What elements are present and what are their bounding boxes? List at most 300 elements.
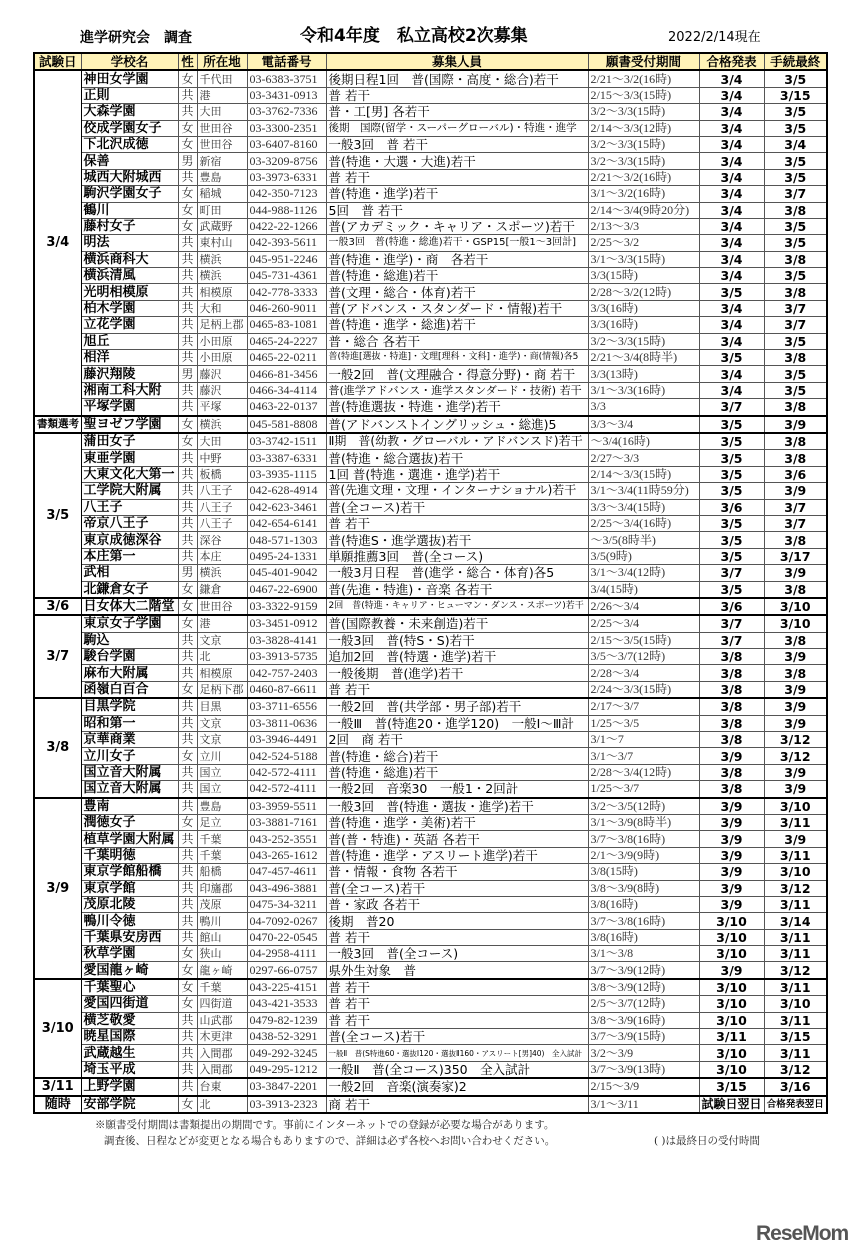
final-procedure-cell: 3/4: [764, 136, 827, 152]
application-period-cell: 1/25～3/7: [588, 781, 699, 798]
school-name-cell: 下北沢成徳: [81, 136, 178, 152]
table-row: [34, 632, 827, 648]
footnote-contact: 調査後、日程などが変更となる場合もありますので、詳細は必ず各校へお問い合わせください。: [104, 1135, 556, 1147]
table-row: [34, 218, 827, 234]
location-cell: 鴨川: [197, 913, 247, 929]
recruitment-cell: 普(進学アドバンス・進学スタンダード・技術) 若干: [326, 382, 588, 398]
exam-date-cell: 3/5: [34, 433, 81, 598]
school-name-cell: 聖ヨゼフ学園: [81, 416, 178, 433]
phone-cell: 03-6407-8160: [247, 136, 326, 152]
final-procedure-cell: 3/8: [764, 350, 827, 366]
phone-cell: 043-252-3551: [247, 831, 326, 847]
phone-cell: 0297-66-0757: [247, 962, 326, 979]
application-period-cell: 3/3(16時): [588, 317, 699, 333]
table-row: [34, 104, 827, 120]
location-cell: 北: [197, 649, 247, 665]
phone-cell: 03-3209-8756: [247, 153, 326, 169]
recruitment-cell: 普(全コース)若干: [326, 1029, 588, 1045]
recruitment-cell: 一般Ⅲ 普(特進20・進学120) 一般Ⅰ～Ⅲ計: [326, 715, 588, 731]
gender-cell: 共: [178, 284, 197, 300]
table-row: [34, 515, 827, 531]
gender-cell: 共: [178, 466, 197, 482]
gender-cell: 共: [178, 913, 197, 929]
application-period-cell: 3/2～3/3(15時): [588, 136, 699, 152]
recruitment-cell: 普・家政 各若干: [326, 896, 588, 912]
result-date-cell: 3/4: [699, 382, 764, 398]
phone-cell: 044-988-1126: [247, 202, 326, 218]
location-cell: 印旛郡: [197, 880, 247, 896]
final-procedure-cell: 3/9: [764, 715, 827, 731]
recruitment-table: [33, 52, 828, 1114]
table-row: [34, 268, 827, 284]
phone-cell: 049-292-3245: [247, 1045, 326, 1061]
result-date-cell: 3/7: [699, 632, 764, 648]
final-procedure-cell: 3/5: [764, 153, 827, 169]
result-date-cell: 3/4: [699, 70, 764, 87]
gender-cell: 女: [178, 598, 197, 615]
recruitment-cell: 普(特進・進学・総進)若干: [326, 317, 588, 333]
school-name-cell: 駒込: [81, 632, 178, 648]
footnotes: [33, 1118, 826, 1152]
application-period-cell: 3/1～3/9(8時半): [588, 814, 699, 830]
table-row: [34, 698, 827, 715]
location-cell: 横浜: [197, 251, 247, 267]
recruitment-cell: 普・総合 各若干: [326, 333, 588, 349]
location-cell: 館山: [197, 929, 247, 945]
phone-cell: 042-654-6141: [247, 515, 326, 531]
school-name-cell: 函嶺白百合: [81, 681, 178, 698]
location-cell: 入間郡: [197, 1061, 247, 1078]
school-name-cell: 千葉聖心: [81, 979, 178, 996]
gender-cell: 共: [178, 1078, 197, 1095]
application-period-cell: 3/1～3/4(12時): [588, 565, 699, 581]
application-period-cell: 2/21～3/2(16時): [588, 70, 699, 87]
application-period-cell: 2/5～3/7(12時): [588, 996, 699, 1012]
exam-date-cell: 随時: [34, 1096, 81, 1113]
application-period-cell: 2/24～3/3(15時): [588, 681, 699, 698]
recruitment-cell: 後期 普20: [326, 913, 588, 929]
final-procedure-cell: 3/5: [764, 218, 827, 234]
school-name-cell: 麻布大附属: [81, 665, 178, 681]
final-procedure-cell: 3/11: [764, 847, 827, 863]
gender-cell: 女: [178, 681, 197, 698]
gender-cell: 共: [178, 548, 197, 564]
application-period-cell: 2/27～3/3: [588, 450, 699, 466]
school-name-cell: 東京成徳深谷: [81, 532, 178, 548]
table-body: [34, 70, 827, 1113]
table-row: [34, 1029, 827, 1045]
table-row: [34, 681, 827, 698]
application-period-cell: 3/7～3/8(16時): [588, 831, 699, 847]
school-name-cell: 横浜清風: [81, 268, 178, 284]
school-name-cell: 佼成学園女子: [81, 120, 178, 136]
school-name-cell: 秋草学園: [81, 946, 178, 962]
school-name-cell: 北鎌倉女子: [81, 581, 178, 598]
column-header-exam-date: 試験日: [34, 53, 81, 70]
result-date-cell: 3/4: [699, 251, 764, 267]
school-name-cell: 千葉県安房西: [81, 929, 178, 945]
final-procedure-cell: 3/8: [764, 284, 827, 300]
application-period-cell: 3/7～3/9(12時): [588, 962, 699, 979]
application-period-cell: 3/1～7: [588, 732, 699, 748]
location-cell: 四街道: [197, 996, 247, 1012]
application-period-cell: 3/7～3/8(16時): [588, 913, 699, 929]
final-procedure-cell: 3/8: [764, 450, 827, 466]
phone-cell: 042-778-3333: [247, 284, 326, 300]
recruitment-cell: 1回 普(特進・選進・進学)若干: [326, 466, 588, 482]
location-cell: 足柄上郡: [197, 317, 247, 333]
gender-cell: 共: [178, 1045, 197, 1061]
result-date-cell: 3/6: [699, 598, 764, 615]
phone-cell: 03-3762-7336: [247, 104, 326, 120]
school-name-cell: 京華商業: [81, 732, 178, 748]
school-name-cell: 東京学館船橋: [81, 864, 178, 880]
result-date-cell: 3/8: [699, 649, 764, 665]
final-procedure-cell: 3/9: [764, 781, 827, 798]
recruitment-cell: 5回 普 若干: [326, 202, 588, 218]
table-row: [34, 186, 827, 202]
table-row: [34, 715, 827, 731]
gender-cell: 共: [178, 87, 197, 103]
gender-cell: 共: [178, 896, 197, 912]
school-name-cell: 藤村女子: [81, 218, 178, 234]
table-row: [34, 581, 827, 598]
phone-cell: 042-623-3461: [247, 499, 326, 515]
phone-cell: 03-3946-4491: [247, 732, 326, 748]
location-cell: 豊島: [197, 169, 247, 185]
result-date-cell: 3/9: [699, 880, 764, 896]
final-procedure-cell: 3/7: [764, 186, 827, 202]
result-date-cell: 3/10: [699, 913, 764, 929]
application-period-cell: 3/1～3/2(16時): [588, 186, 699, 202]
table-row: [34, 350, 827, 366]
table-row: [34, 1078, 827, 1095]
final-procedure-cell: 3/12: [764, 962, 827, 979]
result-date-cell: 3/9: [699, 962, 764, 979]
location-cell: 足立: [197, 814, 247, 830]
gender-cell: 共: [178, 450, 197, 466]
table-row: [34, 235, 827, 251]
phone-cell: 03-3881-7161: [247, 814, 326, 830]
gender-cell: 共: [178, 781, 197, 798]
application-period-cell: 2/25～3/2: [588, 235, 699, 251]
recruitment-cell: 単願推薦3回 普(全コース): [326, 548, 588, 564]
gender-cell: 共: [178, 169, 197, 185]
result-date-cell: 3/6: [699, 499, 764, 515]
recruitment-cell: 普(特進・総合選抜)若干: [326, 450, 588, 466]
table-row: [34, 979, 827, 996]
school-name-cell: 旭丘: [81, 333, 178, 349]
application-period-cell: 3/4(15時): [588, 581, 699, 598]
phone-cell: 04-2958-4111: [247, 946, 326, 962]
result-date-cell: 3/10: [699, 979, 764, 996]
application-period-cell: 2/17～3/7: [588, 698, 699, 715]
recruitment-cell: 普(特進・進学)若干: [326, 186, 588, 202]
location-cell: 世田谷: [197, 598, 247, 615]
application-period-cell: 2/15～3/9: [588, 1078, 699, 1095]
result-date-cell: 3/15: [699, 1078, 764, 1095]
table-row: [34, 251, 827, 267]
column-header-result-date: 合格発表: [699, 53, 764, 70]
phone-cell: 03-3847-2201: [247, 1078, 326, 1095]
page-title: 令和4年度 私立高校2次募集: [300, 26, 528, 46]
recruitment-cell: 普 若干: [326, 996, 588, 1012]
application-period-cell: 3/8(16時): [588, 896, 699, 912]
gender-cell: 共: [178, 665, 197, 681]
gender-cell: 共: [178, 350, 197, 366]
table-row: [34, 615, 827, 632]
organization-label: 進学研究会 調査: [80, 30, 192, 46]
application-period-cell: 3/3～3/4: [588, 416, 699, 433]
phone-cell: 045-731-4361: [247, 268, 326, 284]
final-procedure-cell: 3/9: [764, 764, 827, 780]
phone-cell: 045-581-8808: [247, 416, 326, 433]
recruitment-cell: 一般3月日程 普(進学・総合・体育)各5: [326, 565, 588, 581]
recruitment-cell: 2回 商 若干: [326, 732, 588, 748]
table-row: [34, 896, 827, 912]
result-date-cell: 3/8: [699, 781, 764, 798]
recruitment-cell: 普(文理・総合・体育)若干: [326, 284, 588, 300]
phone-cell: 03-6383-3751: [247, 70, 326, 87]
recruitment-cell: 一般3回 普(特S・S)若干: [326, 632, 588, 648]
phone-cell: 042-572-4111: [247, 764, 326, 780]
final-procedure-cell: 3/9: [764, 565, 827, 581]
table-row: [34, 153, 827, 169]
phone-cell: 0479-82-1239: [247, 1012, 326, 1028]
gender-cell: 女: [178, 996, 197, 1012]
application-period-cell: 2/14～3/4(9時20分): [588, 202, 699, 218]
final-procedure-cell: 3/5: [764, 268, 827, 284]
result-date-cell: 3/4: [699, 366, 764, 382]
final-procedure-cell: 3/11: [764, 929, 827, 945]
phone-cell: 047-457-4611: [247, 864, 326, 880]
gender-cell: 共: [178, 632, 197, 648]
phone-cell: 042-350-7123: [247, 186, 326, 202]
gender-cell: 女: [178, 120, 197, 136]
phone-cell: 042-524-5188: [247, 748, 326, 764]
recruitment-cell: 後期 国際(留学・スーパーグローバル)・特進・進学: [326, 120, 588, 136]
application-period-cell: 3/8(16時): [588, 929, 699, 945]
phone-cell: 045-401-9042: [247, 565, 326, 581]
final-procedure-cell: 3/5: [764, 366, 827, 382]
recruitment-cell: 追加2回 普(特選・進学)若干: [326, 649, 588, 665]
recruitment-cell: 普(特進選抜・特進・進学)若干: [326, 399, 588, 416]
location-cell: 船橋: [197, 864, 247, 880]
gender-cell: 共: [178, 698, 197, 715]
application-period-cell: 2/21～3/4(8時半): [588, 350, 699, 366]
phone-cell: 0463-22-0137: [247, 399, 326, 416]
result-date-cell: 3/5: [699, 532, 764, 548]
table-row: [34, 136, 827, 152]
result-date-cell: 3/5: [699, 416, 764, 433]
location-cell: 板橋: [197, 466, 247, 482]
recruitment-cell: 一般3回 普 若干: [326, 136, 588, 152]
result-date-cell: 3/4: [699, 235, 764, 251]
phone-cell: 03-3913-2323: [247, 1096, 326, 1113]
phone-cell: 046-260-9011: [247, 300, 326, 316]
school-name-cell: 立川女子: [81, 748, 178, 764]
table-row: [34, 1045, 827, 1061]
phone-cell: 0465-24-2227: [247, 333, 326, 349]
phone-cell: 03-3322-9159: [247, 598, 326, 615]
final-procedure-cell: 3/7: [764, 499, 827, 515]
final-procedure-cell: 3/7: [764, 317, 827, 333]
table-row: [34, 120, 827, 136]
final-procedure-cell: 3/10: [764, 864, 827, 880]
location-cell: 足柄下郡: [197, 681, 247, 698]
recruitment-cell: 一般2回 音楽30 一般1・2回計: [326, 781, 588, 798]
result-date-cell: 3/4: [699, 317, 764, 333]
result-date-cell: 3/8: [699, 665, 764, 681]
final-procedure-cell: 3/9: [764, 649, 827, 665]
location-cell: 東村山: [197, 235, 247, 251]
table-row: [34, 416, 827, 433]
school-name-cell: 柏木学園: [81, 300, 178, 316]
location-cell: 狭山: [197, 946, 247, 962]
gender-cell: 共: [178, 300, 197, 316]
phone-cell: 0467-22-6900: [247, 581, 326, 598]
application-period-cell: 3/2～3/3(15時): [588, 333, 699, 349]
school-name-cell: 正則: [81, 87, 178, 103]
final-procedure-cell: 3/10: [764, 615, 827, 632]
phone-cell: 048-571-1303: [247, 532, 326, 548]
result-date-cell: 3/9: [699, 748, 764, 764]
location-cell: 文京: [197, 632, 247, 648]
table-row: [34, 764, 827, 780]
application-period-cell: 2/1～3/9(9時): [588, 847, 699, 863]
table-row: [34, 880, 827, 896]
table-row: [34, 466, 827, 482]
result-date-cell: 3/5: [699, 483, 764, 499]
recruitment-cell: 普 若干: [326, 169, 588, 185]
result-date-cell: 3/8: [699, 698, 764, 715]
result-date-cell: 3/9: [699, 864, 764, 880]
school-name-cell: 城西大附城西: [81, 169, 178, 185]
result-date-cell: 3/4: [699, 169, 764, 185]
gender-cell: 共: [178, 483, 197, 499]
final-procedure-cell: 3/11: [764, 946, 827, 962]
exam-date-cell: 書類選考: [34, 416, 81, 433]
final-procedure-cell: 3/8: [764, 399, 827, 416]
result-date-cell: 3/10: [699, 1045, 764, 1061]
table-row: [34, 781, 827, 798]
exam-date-cell: 3/8: [34, 698, 81, 797]
phone-cell: 049-295-1212: [247, 1061, 326, 1078]
exam-date-cell: 3/6: [34, 598, 81, 615]
final-procedure-cell: 3/5: [764, 70, 827, 87]
gender-cell: 女: [178, 814, 197, 830]
gender-cell: 女: [178, 615, 197, 632]
table-header-row: [34, 53, 827, 70]
result-date-cell: 3/9: [699, 798, 764, 815]
location-cell: 大田: [197, 104, 247, 120]
school-name-cell: 国立音大附属: [81, 781, 178, 798]
final-procedure-cell: 3/5: [764, 104, 827, 120]
result-date-cell: 3/4: [699, 268, 764, 284]
gender-cell: 共: [178, 732, 197, 748]
table-row: [34, 929, 827, 945]
gender-cell: 男: [178, 366, 197, 382]
exam-date-cell: 3/9: [34, 798, 81, 979]
recruitment-cell: 普(アドバンストイングリッシュ・総進)5: [326, 416, 588, 433]
final-procedure-cell: 3/5: [764, 382, 827, 398]
phone-cell: 0466-81-3456: [247, 366, 326, 382]
phone-cell: 0495-24-1331: [247, 548, 326, 564]
school-name-cell: 光明相模原: [81, 284, 178, 300]
location-cell: 小田原: [197, 333, 247, 349]
gender-cell: 男: [178, 565, 197, 581]
table-row: [34, 450, 827, 466]
gender-cell: 共: [178, 929, 197, 945]
school-name-cell: 横浜商科大: [81, 251, 178, 267]
result-date-cell: 3/10: [699, 946, 764, 962]
location-cell: 平塚: [197, 399, 247, 416]
column-header-gender: 性: [178, 53, 197, 70]
phone-cell: 03-3973-6331: [247, 169, 326, 185]
application-period-cell: 3/8～3/9(16時): [588, 1012, 699, 1028]
recruitment-cell: 一般3回 普(特進・総進)若干・GSP15[一般1～3回計]: [326, 235, 588, 251]
school-name-cell: 愛国四街道: [81, 996, 178, 1012]
final-procedure-cell: 3/15: [764, 1029, 827, 1045]
location-cell: 鎌倉: [197, 581, 247, 598]
recruitment-cell: Ⅱ期 普(幼教・グローバル・アドバンスド)若干: [326, 433, 588, 450]
table-row: [34, 169, 827, 185]
final-procedure-cell: 3/9: [764, 831, 827, 847]
application-period-cell: 2/25～3/4(16時): [588, 515, 699, 531]
school-name-cell: 平塚学園: [81, 399, 178, 416]
school-name-cell: 工学院大附属: [81, 483, 178, 499]
table-row: [34, 87, 827, 103]
column-header-recruitment: 募集人員: [326, 53, 588, 70]
result-date-cell: 試験日翌日: [699, 1096, 764, 1113]
location-cell: 横浜: [197, 416, 247, 433]
gender-cell: 女: [178, 979, 197, 996]
result-date-cell: 3/4: [699, 202, 764, 218]
location-cell: 藤沢: [197, 366, 247, 382]
application-period-cell: 2/28～3/4: [588, 665, 699, 681]
recruitment-cell: 後期日程1回 普(国際・高度・総合)若干: [326, 70, 588, 87]
final-procedure-cell: 3/7: [764, 300, 827, 316]
application-period-cell: 2/28～3/2(12時): [588, 284, 699, 300]
location-cell: 八王子: [197, 499, 247, 515]
recruitment-cell: 普(普・特進)・英語 各若干: [326, 831, 588, 847]
table-row: [34, 300, 827, 316]
final-procedure-cell: 3/11: [764, 1012, 827, 1028]
final-procedure-cell: 3/10: [764, 598, 827, 615]
phone-cell: 043-265-1612: [247, 847, 326, 863]
school-name-cell: 大森学園: [81, 104, 178, 120]
final-procedure-cell: 3/5: [764, 333, 827, 349]
recruitment-cell: 普(特進S・進学選抜)若干: [326, 532, 588, 548]
application-period-cell: 3/1～3/4(11時59分): [588, 483, 699, 499]
location-cell: 新宿: [197, 153, 247, 169]
school-name-cell: 蒲田女子: [81, 433, 178, 450]
column-header-final-procedure: 手続最終: [764, 53, 827, 70]
location-cell: 横浜: [197, 268, 247, 284]
result-date-cell: 3/5: [699, 581, 764, 598]
table-row: [34, 864, 827, 880]
phone-cell: 043-225-4151: [247, 979, 326, 996]
school-name-cell: 豊南: [81, 798, 178, 815]
recruitment-cell: 一般2回 普(共学部・男子部)若干: [326, 698, 588, 715]
recruitment-cell: 普・工[男] 各若干: [326, 104, 588, 120]
gender-cell: 女: [178, 416, 197, 433]
application-period-cell: 2/26～3/4: [588, 598, 699, 615]
location-cell: 港: [197, 615, 247, 632]
phone-cell: 0460-87-6611: [247, 681, 326, 698]
final-procedure-cell: 3/9: [764, 681, 827, 698]
recruitment-cell: 普(全コース)若干: [326, 499, 588, 515]
